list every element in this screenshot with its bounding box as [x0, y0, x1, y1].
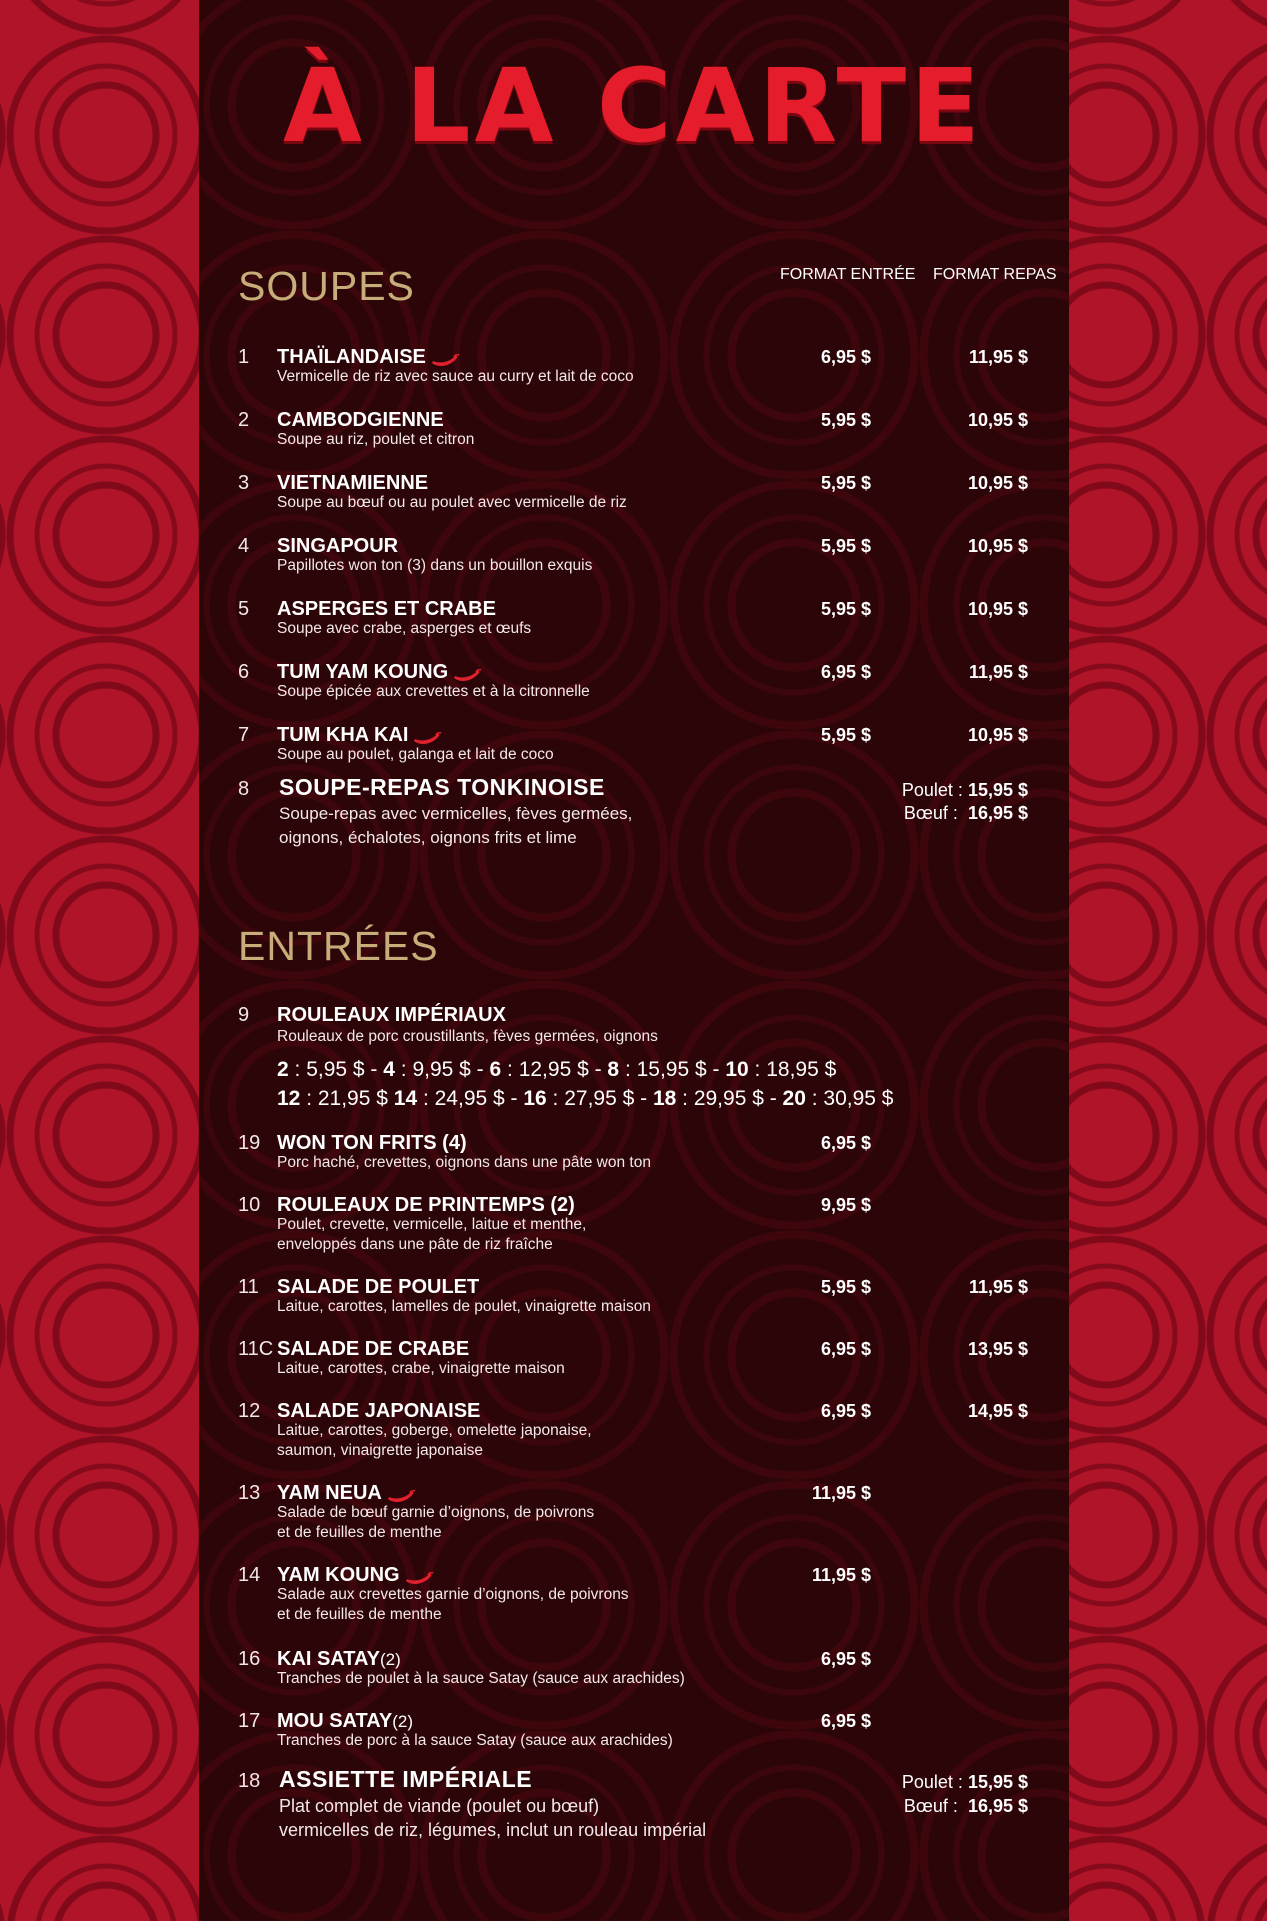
roll-quantity: 10	[725, 1058, 749, 1081]
item-number: 2	[238, 409, 250, 431]
item-name	[277, 598, 496, 620]
price-entree: 6,95 $	[820, 1401, 871, 1421]
price-entree: 6,95 $	[820, 662, 871, 682]
price-entree: 5,95 $	[820, 473, 871, 493]
item-number: 11C	[238, 1338, 274, 1360]
item-name-text: TUM YAM KOUNG	[277, 661, 449, 683]
price-repas: 10,95 $	[967, 599, 1028, 619]
item-name	[277, 1648, 401, 1671]
item-name-text: SALADE JAPONAISE	[277, 1400, 481, 1422]
item-number: 3	[238, 472, 250, 494]
price-value: 16,95 $	[967, 803, 1028, 823]
price-poulet	[840, 778, 1028, 802]
roll-price: : 5,95 $ -	[288, 1058, 384, 1081]
roll-quantity: 14	[393, 1087, 418, 1110]
roll-price: : 24,95 $ -	[417, 1087, 524, 1110]
price-entree: 5,95 $	[820, 410, 871, 430]
item-number: 11	[238, 1276, 259, 1298]
item-name	[277, 724, 442, 746]
item-desc: et de feuilles de menthe	[277, 1606, 442, 1623]
item-name-text: THAÏLANDAISE	[277, 346, 426, 368]
item-desc: et de feuilles de menthe	[277, 1524, 442, 1541]
price-entree: 6,95 $	[820, 1649, 871, 1669]
price-entree: 6,95 $	[820, 1339, 871, 1359]
item-desc: vermicelles de riz, légumes, inclut un rouleau impérial	[279, 1820, 707, 1840]
item-desc: Soupe au poulet, galanga et lait de coco	[277, 746, 554, 763]
price-repas: 13,95 $	[967, 1339, 1028, 1359]
roll-price: : 18,95 $	[748, 1058, 837, 1081]
item-name-text: SINGAPOUR	[277, 535, 399, 557]
item-name-text: SALADE DE CRABE	[277, 1338, 470, 1360]
item-name	[277, 535, 398, 557]
item-name	[277, 409, 444, 431]
price-label: Poulet :	[901, 780, 963, 800]
item-name-imperiaux: ROULEAUX IMPÉRIAUX	[277, 1004, 506, 1026]
price-repas: 14,95 $	[967, 1401, 1028, 1421]
imperiaux-price-line-2	[277, 1087, 893, 1111]
item-number: 10	[238, 1194, 261, 1216]
item-name-text: VIETNAMIENNE	[277, 472, 429, 494]
item-desc: Tranches de porc à la sauce Satay (sauce aux arachides)	[277, 1732, 673, 1749]
item-name-text: MOU SATAY	[277, 1710, 393, 1732]
price-repas: 10,95 $	[967, 536, 1028, 556]
imperiaux-price-line-1	[277, 1058, 836, 1082]
price-repas: 11,95 $	[968, 347, 1028, 367]
item-name-text: WON TON FRITS (4)	[277, 1132, 467, 1154]
price-entree: 6,95 $	[820, 1711, 871, 1731]
item-number: 14	[238, 1564, 261, 1586]
item-number: 4	[238, 535, 250, 557]
price-repas: 10,95 $	[967, 473, 1028, 493]
item-name	[277, 346, 460, 368]
roll-quantity: 2	[277, 1058, 289, 1081]
item-number: 5	[238, 598, 250, 620]
item-desc: Rouleaux de porc croustillants, fèves germées, oignons	[277, 1028, 658, 1045]
price-repas: 11,95 $	[968, 1277, 1028, 1297]
item-desc: saumon, vinaigrette japonaise	[277, 1442, 483, 1459]
chili-pepper-icon	[404, 1569, 434, 1583]
item-desc: Salade aux crevettes garnie d’oignons, de poivrons	[277, 1586, 629, 1603]
item-number: 18	[238, 1770, 261, 1792]
item-number: 1	[238, 346, 250, 368]
price-repas: 11,95 $	[968, 662, 1028, 682]
price-entree: 6,95 $	[820, 1133, 871, 1153]
roll-price: : 30,95 $	[805, 1087, 894, 1110]
section-title-entrees: ENTRÉES	[238, 923, 439, 969]
item-desc: Laitue, carottes, goberge, omelette japonaise,	[277, 1422, 592, 1439]
item-number: 16	[238, 1648, 261, 1670]
item-name-tonkinoise: SOUPE-REPAS TONKINOISE	[279, 774, 605, 800]
item-name	[277, 1482, 416, 1504]
item-desc: Laitue, carottes, crabe, vinaigrette maison	[277, 1360, 565, 1377]
item-quantity: (2)	[379, 1650, 401, 1669]
roll-quantity: 16	[523, 1087, 547, 1110]
price-repas: 10,95 $	[967, 410, 1028, 430]
item-name-text: TUM KHA KAI	[277, 724, 409, 746]
item-quantity: (2)	[392, 1712, 413, 1731]
roll-price: : 9,95 $ -	[394, 1058, 490, 1081]
price-repas: 10,95 $	[967, 725, 1028, 745]
item-name-text: CAMBODGIENNE	[277, 409, 444, 431]
item-desc: Papillotes won ton (3) dans un bouillon exquis	[277, 557, 593, 574]
item-name-text: ROULEAUX DE PRINTEMPS (2)	[277, 1194, 575, 1216]
item-name	[277, 1400, 480, 1422]
price-label: Bœuf :	[903, 803, 958, 823]
item-name	[277, 661, 482, 683]
roll-price: : 21,95 $	[300, 1087, 394, 1110]
item-desc: Salade de bœuf garnie d’oignons, de poivrons	[277, 1504, 595, 1521]
item-name-assiette: ASSIETTE IMPÉRIALE	[279, 1766, 533, 1792]
roll-price: : 27,95 $ -	[546, 1087, 653, 1110]
item-desc: Poulet, crevette, vermicelle, laitue et menthe,	[277, 1216, 587, 1233]
roll-quantity: 8	[607, 1058, 620, 1081]
roll-price: : 12,95 $ -	[501, 1058, 608, 1081]
chili-pepper-icon	[412, 729, 442, 743]
price-entree: 11,95 $	[811, 1565, 871, 1585]
price-entree: 9,95 $	[820, 1195, 871, 1215]
chili-pepper-icon	[430, 351, 460, 365]
price-entree: 5,95 $	[820, 599, 871, 619]
item-desc: Porc haché, crevettes, oignons dans une pâte won ton	[277, 1154, 651, 1171]
item-desc: Plat complet de viande (poulet ou bœuf)	[279, 1796, 600, 1816]
price-boeuf	[840, 801, 1028, 825]
chili-pepper-icon	[386, 1487, 416, 1501]
item-name	[277, 1194, 575, 1216]
page-title: À LA CARTE	[283, 47, 984, 166]
item-number: 6	[238, 661, 250, 683]
roll-quantity: 20	[782, 1087, 806, 1110]
price-entree: 5,95 $	[820, 725, 871, 745]
roll-quantity: 12	[277, 1087, 301, 1110]
item-desc: Soupe épicée aux crevettes et à la citronnelle	[277, 683, 590, 700]
item-name	[277, 472, 428, 494]
chili-pepper-icon	[452, 666, 482, 680]
price-entree: 5,95 $	[820, 1277, 871, 1297]
price-label: Bœuf :	[903, 1796, 958, 1816]
item-name	[277, 1338, 469, 1360]
roll-price: : 15,95 $ -	[619, 1058, 726, 1081]
price-value: 15,95 $	[967, 780, 1028, 800]
item-name	[277, 1132, 467, 1154]
item-name-text: KAI SATAY	[277, 1648, 380, 1670]
item-number: 8	[238, 778, 250, 800]
item-number: 12	[238, 1400, 261, 1422]
roll-quantity: 18	[652, 1087, 677, 1110]
item-desc: Vermicelle de riz avec sauce au curry et lait de coco	[277, 368, 634, 385]
roll-price: : 29,95 $ -	[676, 1087, 783, 1110]
item-number: 13	[238, 1482, 261, 1504]
item-number: 19	[238, 1132, 261, 1154]
item-desc: Soupe avec crabe, asperges et œufs	[277, 620, 532, 637]
section-title-soupes: SOUPES	[238, 263, 415, 309]
price-value: 15,95 $	[967, 1772, 1028, 1792]
item-number: 7	[238, 724, 250, 746]
roll-quantity: 4	[383, 1058, 395, 1081]
price-boeuf	[840, 1794, 1028, 1818]
item-desc: Soupe-repas avec vermicelles, fèves germées,	[279, 804, 633, 823]
item-name	[277, 1564, 434, 1586]
item-desc: Soupe au riz, poulet et citron	[277, 431, 475, 448]
item-number: 17	[238, 1710, 261, 1732]
price-entree: 6,95 $	[820, 347, 871, 367]
item-desc: Laitue, carottes, lamelles de poulet, vinaigrette maison	[277, 1298, 651, 1315]
item-name-text: SALADE DE POULET	[277, 1276, 480, 1298]
price-label: Poulet :	[901, 1772, 963, 1792]
item-name-text: YAM KOUNG	[277, 1564, 400, 1586]
roll-quantity: 6	[489, 1058, 502, 1081]
item-name	[277, 1710, 413, 1733]
item-name-text: ASPERGES ET CRABE	[277, 598, 496, 620]
column-header-repas: FORMAT REPAS	[933, 266, 1057, 283]
item-desc: Tranches de poulet à la sauce Satay (sauce aux arachides)	[277, 1670, 685, 1687]
item-name-text: YAM NEUA	[277, 1482, 382, 1504]
price-entree: 5,95 $	[820, 536, 871, 556]
item-name	[277, 1276, 479, 1298]
item-desc: Soupe au bœuf ou au poulet avec vermicelle de riz	[277, 494, 627, 511]
item-desc: enveloppés dans une pâte de riz fraîche	[277, 1236, 553, 1253]
price-poulet	[840, 1770, 1028, 1794]
column-header-entree: FORMAT ENTRÉE	[780, 266, 916, 283]
item-desc: oignons, échalotes, oignons frits et lime	[279, 828, 577, 847]
price-value: 16,95 $	[967, 1796, 1028, 1816]
item-number: 9	[238, 1004, 250, 1026]
price-entree: 11,95 $	[811, 1483, 871, 1503]
